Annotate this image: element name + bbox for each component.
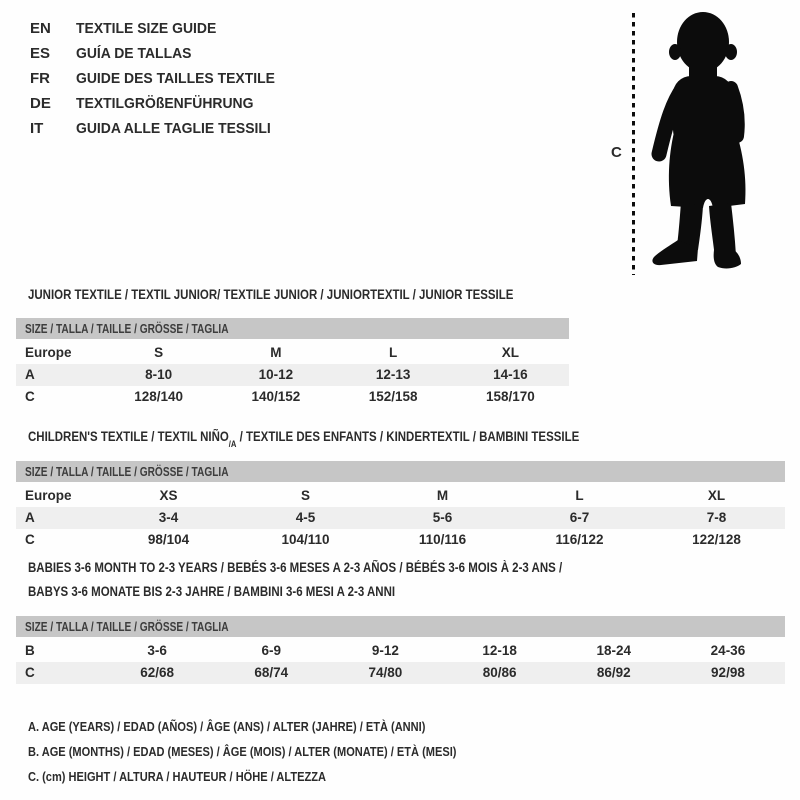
- row-label: A: [25, 510, 35, 525]
- age-cell: 24-36: [710, 643, 746, 658]
- table-row-europe: [16, 485, 785, 507]
- age-cell: 3-6: [147, 643, 167, 658]
- row-label: C: [25, 665, 35, 680]
- table-row-age-years: [16, 364, 569, 386]
- age-cell: 10-12: [258, 367, 294, 382]
- height-cell: 62/68: [140, 665, 174, 680]
- height-measure-dashed-line: [632, 13, 635, 275]
- section-title-children: CHILDREN'S TEXTILE / TEXTIL $NIÑO_{/A}$ / TEXTILE DES ENFANTS / KINDERTEXTIL / BAMBINI TESSILE: [28, 429, 580, 449]
- language-row-de: [30, 91, 290, 116]
- table-row-height-cm: [16, 386, 569, 408]
- toddler-silhouette-icon: [645, 10, 760, 270]
- height-cell: 128/140: [134, 389, 184, 404]
- size-cell: XS: [159, 488, 178, 503]
- footnote-age-months: B. AGE (MONTHS) / EDAD (MESES) / ÂGE (MOIS) / ALTER (MONATE) / ETÀ (MESI): [28, 744, 457, 759]
- table-header-bar: SIZE / TALLA / TAILLE / GRÖSSE / TAGLIA: [16, 616, 785, 637]
- height-measure-label: C: [611, 144, 622, 161]
- language-code: EN: [30, 20, 51, 37]
- language-code: IT: [30, 120, 44, 137]
- height-cell: 74/80: [368, 665, 403, 680]
- size-cell: S: [154, 345, 164, 360]
- size-table-babies: [16, 616, 785, 684]
- language-code: ES: [30, 45, 51, 62]
- language-title: TEXTILGRÖßENFÜHRUNG: [76, 95, 254, 112]
- age-cell: 7-8: [706, 510, 727, 525]
- section-title-junior: JUNIOR TEXTILE / TEXTIL JUNIOR/ TEXTILE JUNIOR / JUNIORTEXTIL / JUNIOR TESSILE: [28, 287, 514, 302]
- section-title-babies: BABIES 3-6 MONTH TO 2-3 YEARS / BEBÉS 3-6 MESES A 2-3 AÑOS / BÉBÉS 3-6 MOIS À 2-3 ANS / BABYS 3-6 MONATE BIS 2-3 JAHRE / BAMBINI 3-6 MESI A 2-3 ANNI: [28, 560, 563, 599]
- height-cell: 110/116: [418, 532, 467, 547]
- table-row-europe: [16, 342, 569, 364]
- age-cell: 14-16: [493, 367, 528, 382]
- size-table-junior: [16, 318, 569, 408]
- table-header-bar: SIZE / TALLA / TAILLE / GRÖSSE / TAGLIA: [16, 461, 785, 482]
- table-row-height-cm: [16, 529, 785, 551]
- height-cell: 104/110: [281, 532, 330, 547]
- size-cell: M: [270, 345, 282, 360]
- age-cell: 3-4: [158, 510, 179, 525]
- table-header-bar: SIZE / TALLA / TAILLE / GRÖSSE / TAGLIA: [16, 318, 569, 339]
- age-cell: 12-18: [482, 643, 517, 658]
- row-label: C: [25, 532, 35, 547]
- language-code: FR: [30, 70, 50, 87]
- age-cell: 9-12: [371, 643, 399, 658]
- height-cell: 86/92: [596, 665, 631, 680]
- height-cell: 116/122: [555, 532, 604, 547]
- age-cell: 5-6: [432, 510, 453, 525]
- height-cell: 158/170: [485, 389, 535, 404]
- footnote-age-years: A. AGE (YEARS) / EDAD (AÑOS) / ÂGE (ANS) / ALTER (JAHRE) / ETÀ (ANNI): [28, 719, 426, 734]
- size-cell: M: [436, 488, 449, 503]
- legend-footnotes: [28, 714, 532, 789]
- size-cell: L: [389, 345, 398, 360]
- language-code: DE: [30, 95, 51, 112]
- height-cell: 98/104: [147, 532, 190, 547]
- language-title: GUIDA ALLE TAGLIE TESSILI: [76, 120, 271, 137]
- subscript-a: /A: [228, 438, 237, 449]
- row-label: C: [25, 389, 35, 404]
- row-label: A: [25, 367, 35, 382]
- table-row-height-cm: [16, 662, 785, 684]
- language-title-list: [30, 16, 290, 141]
- age-cell: 8-10: [145, 367, 173, 382]
- age-cell: 12-13: [375, 367, 411, 382]
- footnote-height-cm: C. (cm) HEIGHT / ALTURA / HAUTEUR / HÖHE / ALTEZZA: [28, 769, 326, 784]
- height-cell: 68/74: [254, 665, 289, 680]
- size-table-children: [16, 461, 785, 551]
- age-cell: 4-5: [295, 510, 316, 525]
- height-cell: 92/98: [711, 665, 745, 680]
- language-title: GUIDE DES TAILLES TEXTILE: [76, 70, 275, 87]
- age-cell: 6-9: [261, 643, 282, 658]
- size-cell: L: [575, 488, 584, 503]
- language-row-en: [30, 16, 290, 41]
- row-label: B: [25, 643, 35, 658]
- language-row-fr: [30, 66, 290, 91]
- age-cell: 18-24: [596, 643, 632, 658]
- size-cell: S: [300, 488, 310, 503]
- language-title: GUÍA DE TALLAS: [76, 45, 192, 62]
- age-cell: 6-7: [569, 510, 590, 525]
- table-row-age-years: [16, 507, 785, 529]
- height-cell: 122/128: [692, 532, 741, 547]
- row-label: Europe: [25, 488, 72, 503]
- height-cell: 152/158: [368, 389, 418, 404]
- table-row-age-months: [16, 640, 785, 662]
- height-cell: 80/86: [482, 665, 517, 680]
- row-label: Europe: [25, 345, 72, 360]
- language-title: TEXTILE SIZE GUIDE: [76, 20, 217, 37]
- size-cell: XL: [501, 345, 519, 360]
- language-row-it: [30, 116, 290, 141]
- height-cell: 140/152: [251, 389, 301, 404]
- height-measure-figure: [605, 10, 770, 278]
- size-cell: XL: [707, 488, 726, 503]
- language-row-es: [30, 41, 290, 66]
